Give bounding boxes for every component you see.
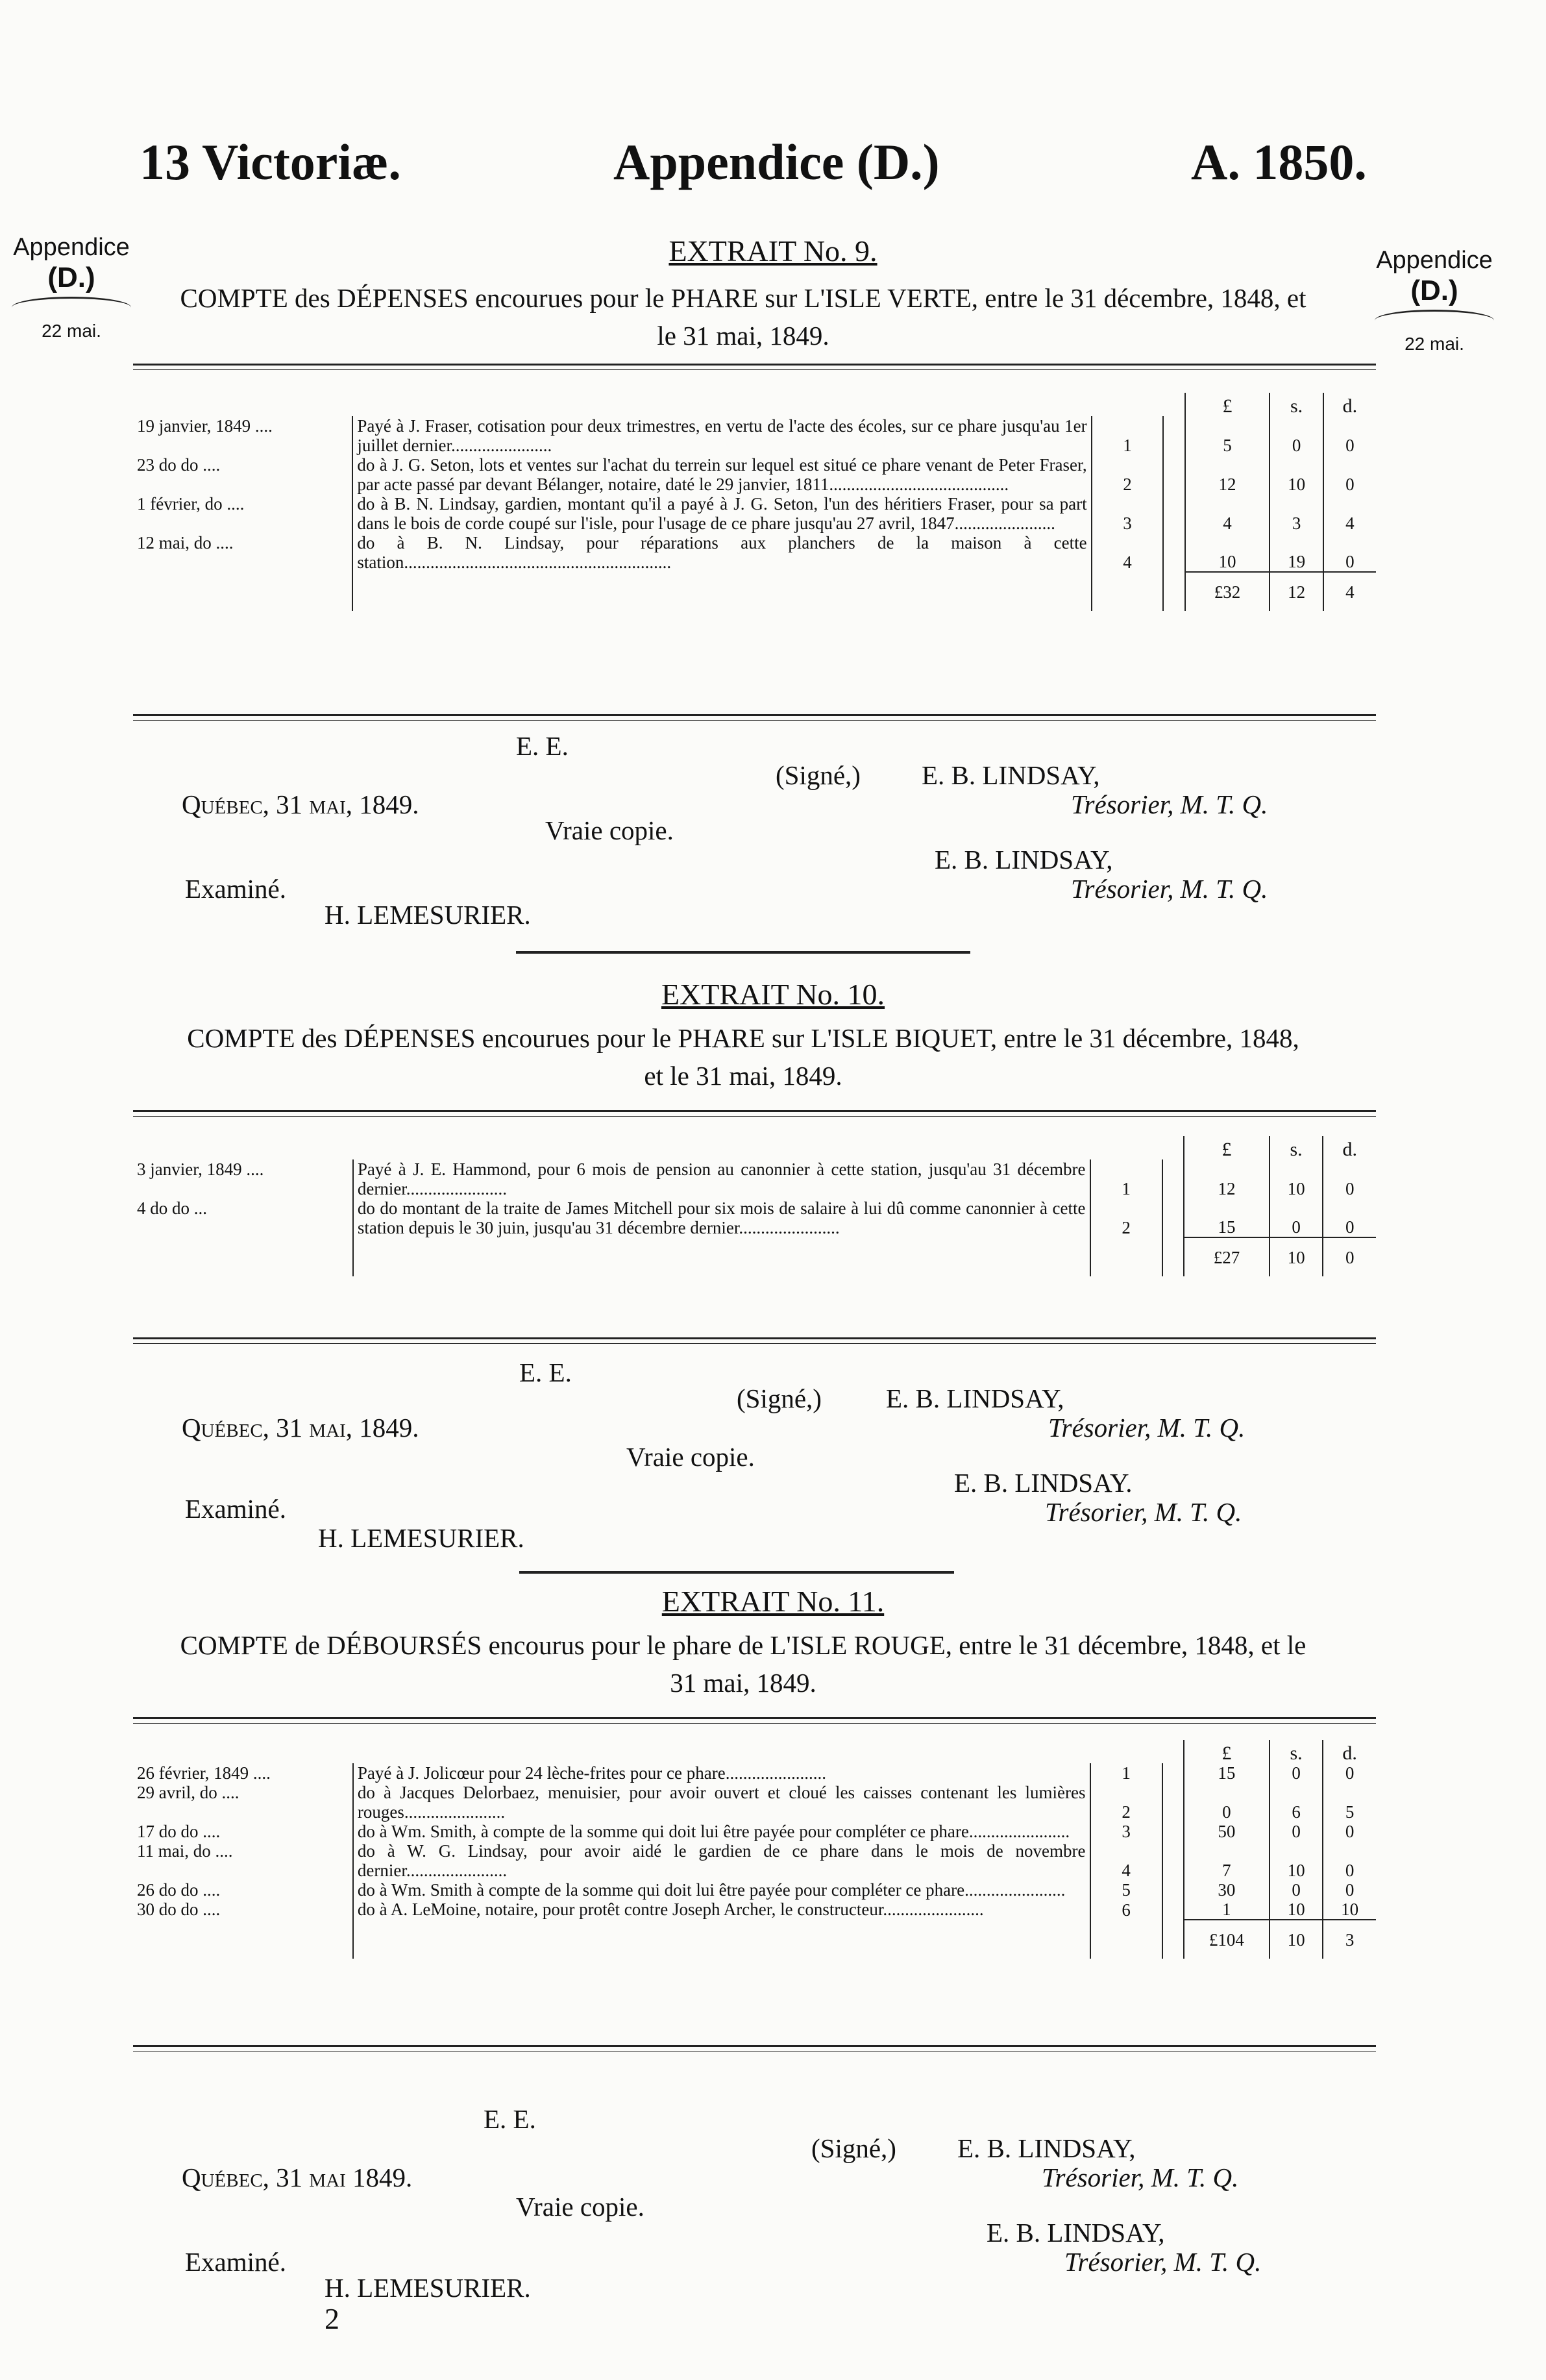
row-pence: 0 (1345, 1880, 1355, 1900)
row-number: 1 (1090, 1159, 1162, 1198)
row-pounds: 10 (1185, 533, 1270, 572)
signer-name: E. B. LINDSAY, (886, 1383, 1064, 1413)
header-right: A. 1850. (1191, 134, 1367, 190)
signer-name: E. B. LINDSAY, (922, 760, 1100, 790)
row-date: 26 do do .... (133, 1880, 353, 1900)
account-table (133, 1136, 1376, 1276)
row-date: 17 do do .... (133, 1822, 353, 1841)
row-shillings: 10 (1270, 1159, 1323, 1198)
copy-signer-title: Trésorier, M. T. Q. (1064, 2247, 1262, 2277)
place-date: Québec, 31 mai, 1849. (182, 789, 419, 819)
row-description: Payé à J. E. Hammond, pour 6 mois de pension au canonnier à cette station, jusqu'au 31 décembre dernier....................... (353, 1159, 1090, 1198)
row-description: do à Jacques Delorbaez, menuisier, pour avoir ouvert et cloué les caisses contenant les lumières rouges....................... (353, 1783, 1090, 1822)
total-pence: 0 (1323, 1237, 1376, 1276)
row-description: Payé à J. Jolicœur pour 24 lèche-frites pour ce phare....................... (353, 1763, 1090, 1783)
pence-header: d. (1342, 395, 1358, 417)
margin-date: 22 mai. (1405, 334, 1464, 354)
header-center: Appendice (D.) (613, 134, 940, 190)
signe-label: (Signé,) (776, 760, 861, 790)
signe-label: (Signé,) (811, 2133, 896, 2163)
row-date: 29 avril, do .... (133, 1783, 353, 1822)
separator-rule (519, 1571, 954, 1574)
total-shillings: 10 (1270, 1920, 1323, 1959)
currency-header-row (133, 393, 1376, 416)
vraie-copie: Vraie copie. (626, 1442, 755, 1472)
header-left: 13 Victoriæ. (140, 134, 401, 190)
row-pence: 0 (1345, 436, 1355, 455)
table-row (133, 1783, 1376, 1822)
row-shillings: 3 (1270, 494, 1323, 533)
row-date: 19 janvier, 1849 .... (133, 416, 352, 455)
ee-label: E. E. (516, 731, 569, 761)
table-row (133, 1880, 1376, 1900)
row-date: 11 mai, do .... (133, 1841, 353, 1880)
row-date: 4 do do ... (133, 1198, 353, 1237)
row-pounds: 50 (1184, 1822, 1270, 1841)
account-table (133, 393, 1376, 611)
ee-label: E. E. (484, 2104, 536, 2134)
total-shillings: 12 (1270, 572, 1323, 611)
row-pence: 0 (1345, 552, 1355, 571)
row-number: 6 (1090, 1900, 1162, 1920)
row-description: do do montant de la traite de James Mitchell pour six mois de salaire à lui dû comme canonnier à cette station depuis le 30 juin, jusqu'au 31 décembre dernier....................... (353, 1198, 1090, 1237)
signe-label: (Signé,) (737, 1383, 822, 1413)
row-shillings: 0 (1270, 1763, 1323, 1783)
signer-title: Trésorier, M. T. Q. (1071, 789, 1268, 819)
separator-rule (516, 951, 970, 954)
row-pence: 0 (1345, 1217, 1355, 1237)
row-pounds: 15 (1184, 1198, 1270, 1237)
pence-header: d. (1342, 1742, 1357, 1764)
row-description: do à W. G. Lindsay, pour avoir aidé le gardien de ce phare dans le mois de novembre dernier....................... (353, 1841, 1090, 1880)
extrait-description: COMPTE de DÉBOURSÉS encourus pour le phare de L'ISLE ROUGE, entre le 31 décembre, 1848, et le 31 mai, 1849. (180, 1630, 1307, 1698)
copy-signer-name: E. B. LINDSAY, (935, 845, 1113, 874)
vraie-copie: Vraie copie. (545, 815, 674, 845)
table-row (133, 533, 1376, 572)
examiner-name: H. LEMESURIER. (325, 2273, 531, 2303)
extrait-title: EXTRAIT No. 9. (669, 234, 877, 267)
double-rule (133, 1110, 1376, 1117)
extrait-description: COMPTE des DÉPENSES encourues pour le PHARE sur L'ISLE BIQUET, entre le 31 décembre, 1848, et le 31 mai, 1849. (187, 1023, 1299, 1091)
place-date: Québec, 31 mai 1849. (182, 2163, 413, 2192)
margin-appendice: Appendice (13, 234, 130, 261)
row-number: 4 (1092, 533, 1164, 572)
row-date: 1 février, do .... (133, 494, 352, 533)
row-shillings: 10 (1270, 1841, 1323, 1880)
row-description: do à A. LeMoine, notaire, pour protêt contre Joseph Archer, le constructeur....................... (353, 1900, 1090, 1920)
row-number: 4 (1090, 1841, 1162, 1880)
table-row (133, 494, 1376, 533)
pound-header: £ (1185, 393, 1270, 416)
row-pence: 0 (1345, 1763, 1355, 1783)
row-number: 2 (1092, 455, 1164, 494)
extrait-description: COMPTE des DÉPENSES encourues pour le PHARE sur L'ISLE VERTE, entre le 31 décembre, 1848, et le 31 mai, 1849. (180, 283, 1307, 351)
table-row (133, 1822, 1376, 1841)
row-pounds: 15 (1184, 1763, 1270, 1783)
row-number: 1 (1090, 1763, 1162, 1783)
place-date: Québec, 31 mai, 1849. (182, 1413, 419, 1443)
row-shillings: 0 (1270, 416, 1323, 455)
row-shillings: 19 (1270, 533, 1323, 572)
extrait-title: EXTRAIT No. 11. (661, 1585, 885, 1618)
row-date: 23 do do .... (133, 455, 352, 494)
table-row (133, 1900, 1376, 1920)
row-description: do à Wm. Smith, à compte de la somme qui doit lui être payée pour compléter ce phare....................... (353, 1822, 1090, 1841)
double-rule (133, 2045, 1376, 2052)
row-pence: 0 (1345, 1861, 1355, 1880)
examiner-name: H. LEMESURIER. (325, 900, 531, 930)
account-table (133, 1740, 1376, 1959)
shilling-header: s. (1270, 393, 1323, 416)
margin-d: (D.) (47, 262, 95, 293)
table-row (133, 455, 1376, 494)
extrait-title: EXTRAIT No. 10. (661, 978, 885, 1011)
examiner-name: H. LEMESURIER. (318, 1523, 524, 1553)
table-row (133, 1763, 1376, 1783)
row-pence: 5 (1345, 1802, 1355, 1822)
row-description: do à B. N. Lindsay, gardien, montant qu'il a payé à J. G. Seton, l'un des héritiers Fraser, pour sa part dans le bois de corde coupé sur l'isle, pour l'usage de ce phare jusqu'au 27 avril, 1847....................... (352, 494, 1091, 533)
row-shillings: 0 (1270, 1880, 1323, 1900)
table-row (133, 1198, 1376, 1237)
table-row (133, 416, 1376, 455)
shilling-header: s. (1270, 1740, 1323, 1763)
row-number: 3 (1090, 1822, 1162, 1841)
total-row (133, 1920, 1376, 1959)
total-row (133, 572, 1376, 611)
ee-label: E. E. (519, 1357, 572, 1387)
row-description: do à Wm. Smith à compte de la somme qui doit lui être payée pour compléter ce phare....................... (353, 1880, 1090, 1900)
signer-title: Trésorier, M. T. Q. (1042, 2163, 1239, 2192)
total-pence: 4 (1323, 572, 1376, 611)
row-shillings: 0 (1270, 1822, 1323, 1841)
double-rule (133, 364, 1376, 370)
margin-date: 22 mai. (42, 321, 101, 341)
row-date: 12 mai, do .... (133, 533, 352, 572)
total-shillings: 10 (1270, 1237, 1323, 1276)
examine-label: Examiné. (185, 874, 286, 904)
row-pounds: 12 (1184, 1159, 1270, 1198)
row-pounds: 1 (1184, 1900, 1270, 1920)
row-pence: 10 (1341, 1900, 1359, 1919)
pound-header: £ (1184, 1740, 1270, 1763)
double-rule (133, 1337, 1376, 1344)
copy-signer-name: E. B. LINDSAY, (987, 2218, 1165, 2248)
total-pounds: £104 (1184, 1920, 1270, 1959)
row-pounds: 7 (1184, 1841, 1270, 1880)
row-description: do à J. G. Seton, lots et ventes sur l'achat du terrein sur lequel est situé ce phare venant de Peter Fraser, par acte passé par devant Bélanger, notaire, daté le 29 janvier, 1811......................................... (352, 455, 1091, 494)
row-pounds: 30 (1184, 1880, 1270, 1900)
double-rule (133, 1717, 1376, 1724)
brace-icon (12, 297, 131, 318)
row-shillings: 10 (1270, 455, 1323, 494)
row-pounds: 12 (1185, 455, 1270, 494)
brace-icon (1375, 310, 1494, 331)
total-pounds: £27 (1184, 1237, 1270, 1276)
margin-d: (D.) (1410, 275, 1458, 306)
margin-appendice: Appendice (1376, 247, 1493, 274)
row-pence: 0 (1345, 475, 1355, 494)
pound-header: £ (1184, 1136, 1270, 1159)
vraie-copie: Vraie copie. (516, 2192, 644, 2222)
row-description: do à B. N. Lindsay, pour réparations aux planchers de la maison à cette station............................................................. (352, 533, 1091, 572)
row-pounds: 0 (1184, 1783, 1270, 1822)
row-pence: 0 (1345, 1822, 1355, 1841)
table-row (133, 1841, 1376, 1880)
row-shillings: 6 (1270, 1783, 1323, 1822)
signer-title: Trésorier, M. T. Q. (1048, 1413, 1245, 1443)
row-date: 26 février, 1849 .... (133, 1763, 353, 1783)
row-date: 3 janvier, 1849 .... (133, 1159, 353, 1198)
copy-signer-name: E. B. LINDSAY. (954, 1468, 1133, 1498)
currency-header-row (133, 1136, 1376, 1159)
examine-label: Examiné. (185, 2247, 286, 2277)
copy-signer-title: Trésorier, M. T. Q. (1045, 1497, 1242, 1527)
row-number: 5 (1090, 1880, 1162, 1900)
row-pence: 0 (1345, 1179, 1355, 1198)
sheet-number: 2 (325, 2302, 339, 2335)
signer-name: E. B. LINDSAY, (957, 2133, 1136, 2163)
shilling-header: s. (1270, 1136, 1323, 1159)
row-number: 2 (1090, 1198, 1162, 1237)
row-pounds: 5 (1185, 416, 1270, 455)
currency-header-row (133, 1740, 1376, 1763)
row-date: 30 do do .... (133, 1900, 353, 1920)
row-description: Payé à J. Fraser, cotisation pour deux trimestres, en vertu de l'acte des écoles, sur ce phare jusqu'au 1er juillet dernier....................... (352, 416, 1091, 455)
row-pounds: 4 (1185, 494, 1270, 533)
table-row (133, 1159, 1376, 1198)
row-number: 2 (1090, 1783, 1162, 1822)
double-rule (133, 714, 1376, 721)
row-number: 1 (1092, 416, 1164, 455)
row-number: 3 (1092, 494, 1164, 533)
total-row (133, 1237, 1376, 1276)
examine-label: Examiné. (185, 1494, 286, 1524)
row-shillings: 0 (1270, 1198, 1323, 1237)
copy-signer-title: Trésorier, M. T. Q. (1071, 874, 1268, 904)
row-pence: 4 (1345, 514, 1355, 533)
total-pounds: £32 (1185, 572, 1270, 611)
row-shillings: 10 (1270, 1900, 1323, 1920)
pence-header: d. (1342, 1139, 1357, 1160)
total-pence: 3 (1323, 1920, 1376, 1959)
